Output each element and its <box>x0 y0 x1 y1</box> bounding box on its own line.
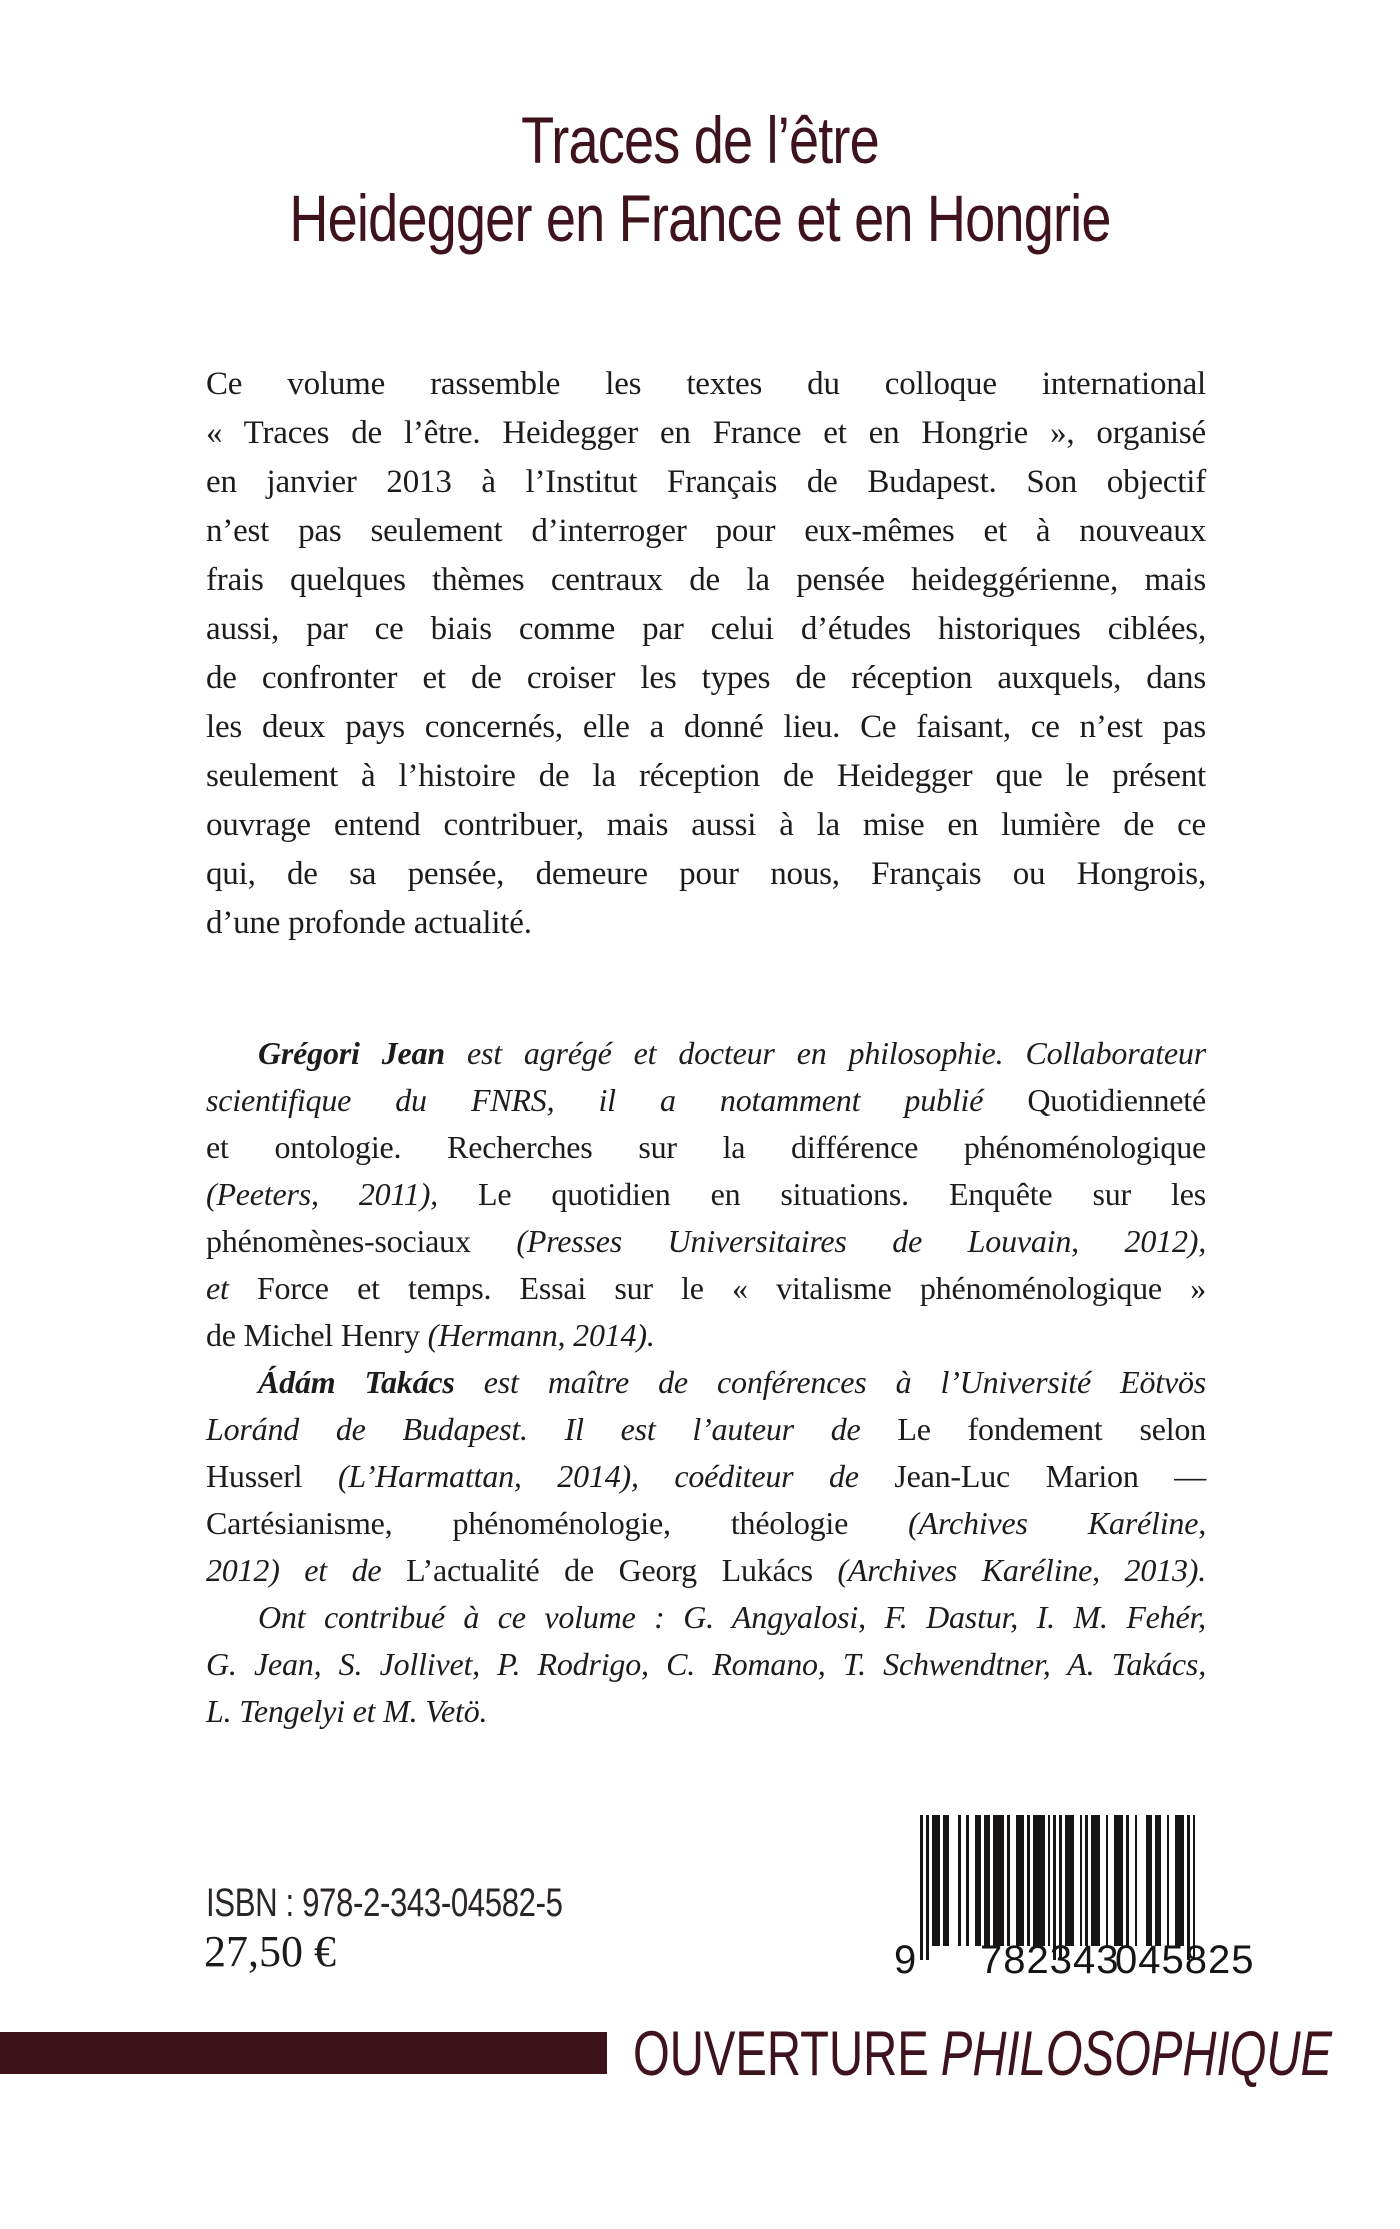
price-text: 27,50 € <box>204 1927 336 1976</box>
text-segment: Quotidienneté <box>983 1082 1206 1118</box>
barcode-bar <box>1016 1815 1025 1946</box>
barcode-digit-group2: 045825 <box>1115 1938 1255 1982</box>
text-line: les deux pays concernés, elle a donné lieu. Ce faisant, ce n’est pas <box>206 709 1206 745</box>
ean-barcode <box>870 1815 1255 1982</box>
text-line: ouvrage entend contribuer, mais aussi à la mise en lumière de ce <box>206 807 1206 843</box>
text-line <box>206 1594 1206 1641</box>
text-line <box>206 1641 1206 1688</box>
text-line <box>206 1124 1206 1171</box>
text-line <box>206 1359 1206 1406</box>
isbn-text: ISBN : 978-2-343-04582-5 <box>206 1881 563 1925</box>
text-line <box>206 1453 1206 1500</box>
book-title-line1: Traces de l’être <box>521 103 879 177</box>
text-segment: (Archives Karéline, <box>908 1505 1206 1541</box>
book-title-line2: Heidegger en France et en Hongrie <box>289 181 1111 255</box>
text-line: en janvier 2013 à l’Institut Français de Budapest. Son objectif <box>206 464 1206 500</box>
barcode-bar <box>1091 1815 1100 1946</box>
text-segment: et ontologie. Recherches sur la différence phénoménologique <box>206 1129 1206 1165</box>
barcode-bar <box>943 1815 949 1946</box>
text-segment: 2012) et de <box>206 1552 382 1588</box>
text-segment: est agrégé et docteur en philosophie. Collaborateur <box>444 1035 1206 1071</box>
text-segment: scientifique du FNRS, il a notamment publié <box>206 1082 984 1118</box>
text-segment: Loránd de Budapest. Il est l’auteur de <box>206 1411 861 1447</box>
text-line: frais quelques thèmes centraux de la pensée heideggérienne, mais <box>206 562 1206 598</box>
text-line <box>206 1500 1206 1547</box>
text-segment: Ont contribué à ce volume : G. Angyalosi, F. Dastur, I. M. Fehér, <box>258 1599 1206 1635</box>
barcode-bar <box>932 1815 941 1946</box>
text-segment: Husserl <box>206 1458 338 1494</box>
series-banner-bar <box>0 2032 607 2074</box>
text-segment: est maître de conférences à l’Université Eötvös <box>454 1364 1206 1400</box>
barcode-bar <box>1126 1815 1129 1946</box>
text-line: n’est pas seulement d’interroger pour eux-mêmes et à nouveaux <box>206 513 1206 549</box>
barcode-bar <box>1167 1815 1170 1946</box>
text-segment: Cartésianisme, phénoménologie, théologie <box>206 1505 909 1541</box>
barcode-bar <box>966 1815 969 1946</box>
text-segment: L. Tengelyi et M. Vetö. <box>206 1693 488 1729</box>
series-title-word1: OUVERTURE <box>633 2019 929 2089</box>
text-line <box>206 1218 1206 1265</box>
text-segment: de Michel Henry <box>206 1317 428 1353</box>
text-segment: Jean-Luc Marion — <box>858 1458 1206 1494</box>
text-line <box>206 1547 1206 1594</box>
author-bios <box>206 1030 1206 1735</box>
barcode-bar <box>1027 1815 1030 1946</box>
barcode-bar <box>984 1815 990 1946</box>
barcode-bar <box>1106 1815 1109 1946</box>
book-title <box>126 101 1274 257</box>
text-segment: et <box>206 1270 257 1306</box>
barcode-bar <box>1033 1815 1045 1946</box>
text-line <box>206 1688 1206 1735</box>
barcode-digit-left: 9 <box>894 1938 918 1982</box>
text-line <box>206 1265 1206 1312</box>
text-segment: Force et temps. Essai sur le « vitalisme phénoménologique » <box>256 1270 1206 1306</box>
barcode-bar <box>1085 1815 1088 1946</box>
barcode-bar <box>1135 1815 1138 1946</box>
barcode-bar <box>958 1815 961 1946</box>
barcode-bar <box>1114 1815 1123 1946</box>
series-title <box>633 2019 1333 2089</box>
barcode-bar <box>1048 1815 1051 1946</box>
text-segment: G. Jean, S. Jollivet, P. Rodrigo, C. Romano, T. Schwendtner, A. Takács, <box>206 1646 1206 1682</box>
book-description <box>206 360 1206 948</box>
barcode-bar <box>920 1815 923 1960</box>
text-segment: (Presses Universitaires de Louvain, 2012), <box>516 1223 1207 1259</box>
barcode-bar <box>1155 1815 1161 1946</box>
text-segment: Grégori Jean <box>258 1035 445 1071</box>
barcode-bar <box>1175 1815 1184 1946</box>
text-segment: phénomènes-sociaux <box>206 1223 517 1259</box>
text-line <box>206 1077 1206 1124</box>
text-line: Ce volume rassemble les textes du colloque international <box>206 366 1206 402</box>
text-segment: L’actualité de Georg Lukács <box>381 1552 838 1588</box>
text-line <box>206 1406 1206 1453</box>
text-line <box>206 1171 1206 1218</box>
text-line <box>206 1030 1206 1077</box>
text-segment: (L’Harmattan, 2014), coéditeur de <box>337 1458 859 1494</box>
text-line: aussi, par ce biais comme par celui d’études historiques ciblées, <box>206 611 1206 647</box>
text-segment: Le fondement selon <box>860 1411 1206 1447</box>
text-segment: (Archives Karéline, 2013). <box>837 1552 1207 1588</box>
barcode-bar <box>975 1815 981 1946</box>
text-segment: Le quotidien en situations. Enquête sur les <box>437 1176 1206 1212</box>
barcode-bar <box>1065 1815 1074 1946</box>
text-segment: (Peeters, 2011), <box>206 1176 438 1212</box>
text-line: seulement à l’histoire de la réception de Heidegger que le présent <box>206 758 1206 794</box>
series-title-word2: PHILOSOPHIQUE <box>940 2019 1333 2089</box>
barcode-digit-group1: 782343 <box>980 1938 1120 1982</box>
barcode-bar <box>926 1815 929 1960</box>
barcode-bar <box>993 1815 1005 1946</box>
barcode-bar <box>1080 1815 1083 1946</box>
text-segment: Ádám Takács <box>258 1364 455 1400</box>
barcode-bar <box>1146 1815 1152 1946</box>
text-line: « Traces de l’être. Heidegger en France et en Hongrie », organisé <box>206 415 1206 451</box>
text-segment: (Hermann, 2014). <box>427 1317 655 1353</box>
text-line: d’une profonde actualité. <box>206 905 532 941</box>
text-line <box>206 1312 1206 1359</box>
text-line: de confronter et de croiser les types de réception auxquels, dans <box>206 660 1206 696</box>
barcode-bar <box>1007 1815 1010 1946</box>
text-line: qui, de sa pensée, demeure pour nous, Français ou Hongrois, <box>206 856 1206 892</box>
